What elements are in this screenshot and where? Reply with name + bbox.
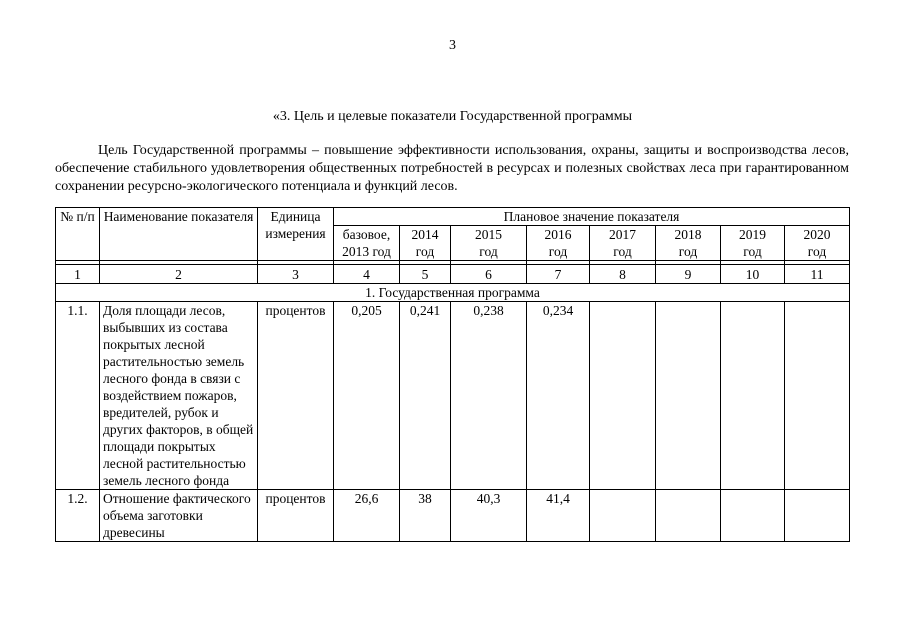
column-number: 10 (721, 265, 785, 284)
section-title: «3. Цель и целевые показатели Государственной программы (272, 109, 633, 124)
row-value (721, 302, 785, 490)
header-year (451, 226, 527, 261)
group-title: 1. Государственная программа (56, 284, 850, 302)
column-number: 11 (785, 265, 850, 284)
header-year-line: 2016 (544, 227, 572, 242)
row-unit: процентов (258, 302, 334, 490)
row-value: 26,6 (334, 490, 400, 542)
header-year (590, 226, 656, 261)
row-value (590, 490, 656, 542)
column-number: 2 (100, 265, 258, 284)
header-year-line: год (415, 244, 435, 259)
header-year-line: год (613, 244, 632, 259)
row-value (785, 490, 850, 542)
header-year-line: 2017 (609, 227, 636, 242)
header-year-line: базовое, (342, 227, 391, 242)
row-unit: процентов (258, 490, 334, 542)
row-value: 0,234 (527, 302, 590, 490)
header-year-line: 2013 год (342, 244, 391, 259)
row-value: 38 (400, 490, 451, 542)
row-number: 1.2. (56, 490, 100, 542)
row-value: 0,241 (400, 302, 451, 490)
header-year-line: год (807, 244, 827, 259)
column-numbers-row (56, 265, 850, 284)
page-number: 3 (449, 38, 456, 53)
intro-paragraph: Цель Государственной программы – повышение эффективности использования, охраны, защиты и воспроизводства лесов, обеспечение стабильного удовлетворения общественных потребностей в ресурсах и полезных свойствах леса при гарантированном сохранении ресурсно-экологического потенциала и функций лесов. (55, 143, 849, 194)
header-year (400, 226, 451, 261)
row-value (785, 302, 850, 490)
header-year-line: 2018 (674, 227, 702, 242)
header-year (334, 226, 400, 261)
column-number: 9 (656, 265, 721, 284)
row-value: 40,3 (451, 490, 527, 542)
row-value (656, 302, 721, 490)
header-year (656, 226, 721, 261)
row-value: 41,4 (527, 490, 590, 542)
header-year (721, 226, 785, 261)
column-number: 3 (258, 265, 334, 284)
row-value (656, 490, 721, 542)
row-number: 1.1. (56, 302, 100, 490)
group-row (56, 284, 850, 302)
header-year (785, 226, 850, 261)
header-year-line: 2015 (475, 227, 502, 242)
column-number: 6 (451, 265, 527, 284)
row-name: Доля площади лесов, выбывших из состава покрытых лесной растительностью земель лесного фонда в связи с воздействием пожаров, вредителей, рубок и других факторов, в общей площади покрытых лесной растительностью земель лесного фонда (100, 302, 258, 490)
header-year-line: год (548, 244, 568, 259)
header-name: Наименование показателя (100, 208, 258, 261)
column-number: 8 (590, 265, 656, 284)
column-number: 5 (400, 265, 451, 284)
header-planned: Плановое значение показателя (334, 208, 850, 226)
row-value (721, 490, 785, 542)
row-name: Отношение фактического объема заготовки древесины (100, 490, 258, 542)
header-year-line: год (743, 244, 762, 259)
column-number: 4 (334, 265, 400, 284)
header-year-line: 2014 (411, 227, 439, 242)
header-year-line: 2019 (739, 227, 766, 242)
header-unit: Единица измерения (258, 208, 334, 261)
column-number: 7 (527, 265, 590, 284)
header-no: № п/п (56, 208, 100, 261)
table-row (56, 490, 850, 542)
row-value (590, 302, 656, 490)
row-value: 0,238 (451, 302, 527, 490)
header-year-line: год (479, 244, 498, 259)
row-value: 0,205 (334, 302, 400, 490)
header-year (527, 226, 590, 261)
column-number: 1 (56, 265, 100, 284)
indicators-table (55, 207, 850, 542)
header-year-line: год (678, 244, 698, 259)
table-header-row (56, 208, 850, 226)
header-year-line: 2020 (803, 227, 831, 242)
table-row (56, 302, 850, 490)
